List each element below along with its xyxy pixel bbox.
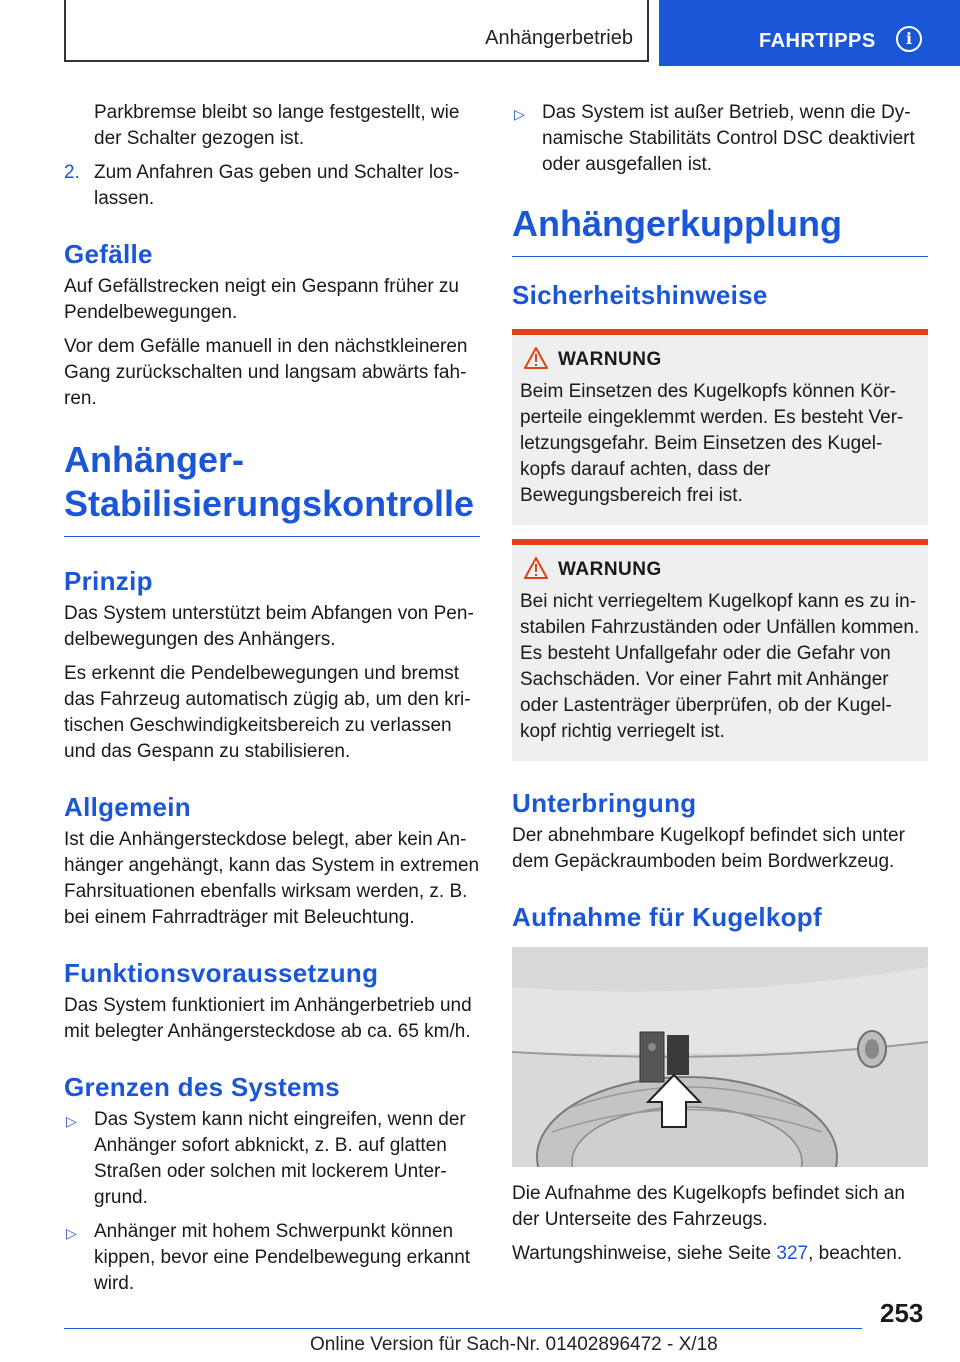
online-version-note: Online Version für Sach-Nr. 01402896472 - X/18 xyxy=(310,1334,718,1355)
list-item xyxy=(64,1107,480,1211)
tow-hitch-mount-illustration xyxy=(512,947,928,1167)
right-column xyxy=(512,100,928,1275)
warning-title xyxy=(520,349,920,371)
maintenance-note xyxy=(512,1241,928,1267)
warning-box xyxy=(512,329,928,525)
step-number: 2. xyxy=(64,162,80,183)
main-heading-stabilisierung xyxy=(64,438,480,537)
page-number: 253 xyxy=(880,1298,924,1328)
bullet-triangle-icon: ▷ xyxy=(514,106,525,122)
warning-label: WARNUNG xyxy=(558,349,662,370)
bullet-triangle-icon: ▷ xyxy=(66,1225,77,1241)
paragraph: Das System unterstützt beim Abfangen von Pendelbewegungen des Anhängers. xyxy=(64,603,474,650)
list-item-text: Anhänger mit hohem Schwerpunkt können kippen, bevor eine Pendelbewegung erkannt wird. xyxy=(94,1221,471,1294)
maintenance-prefix: Wartungshinweise, siehe Seite xyxy=(512,1243,777,1264)
heading-allgemein: Allgemein xyxy=(64,792,191,822)
heading-unterbringung: Unterbringung xyxy=(512,788,697,818)
bullet-triangle-icon: ▷ xyxy=(66,1113,77,1129)
left-column xyxy=(64,100,480,1305)
heading-funktionsvoraussetzung: Funktionsvoraussetzung xyxy=(64,958,379,988)
list-item xyxy=(512,100,928,178)
info-icon: i xyxy=(896,26,922,52)
main-heading-anhaengerkupplung: Anhängerkupplung xyxy=(512,202,928,257)
footer-divider xyxy=(64,1328,862,1329)
step-text: Zum Anfahren Gas geben und Schalter loslassen. xyxy=(94,162,460,209)
warning-label: WARNUNG xyxy=(558,559,662,580)
main-heading-line-2: Stabilisierungskontrolle xyxy=(64,483,475,524)
paragraph: Der abnehmbare Kugelkopf befindet sich unter dem Gepäckraumboden beim Bordwerkzeug. xyxy=(512,825,905,872)
step1-continuation: Parkbremse bleibt so lange festgestellt, wie der Schalter gezogen ist. xyxy=(94,102,460,149)
list-item-text: Das System ist außer Betrieb, wenn die Dynamische Stabilitäts Control DSC deaktiviert oder ausgefallen ist. xyxy=(542,102,915,175)
warning-box xyxy=(512,539,928,761)
heading-sicherheitshinweise: Sicherheitshinweise xyxy=(512,280,768,310)
step-2 xyxy=(64,160,480,212)
section-tab xyxy=(64,0,649,62)
figure-caption: Die Aufnahme des Kugelkopfs befindet sich an der Unterseite des Fahrzeugs. xyxy=(512,1183,905,1230)
heading-gefaelle: Gefälle xyxy=(64,239,153,269)
page-reference-link[interactable]: 327 xyxy=(776,1243,809,1264)
list-item xyxy=(64,1219,480,1297)
warning-triangle-icon xyxy=(524,557,548,579)
vehicle-underside-drawing xyxy=(512,947,928,1167)
maintenance-suffix: , beachten. xyxy=(808,1243,903,1264)
main-heading-line-1: Anhänger- xyxy=(64,439,244,480)
warning-triangle-icon xyxy=(524,347,548,369)
heading-prinzip: Prinzip xyxy=(64,566,153,596)
paragraph: Es erkennt die Pendelbewegungen und bremst das Fahrzeug automatisch zügig ab, um den kritischen Geschwindigkeitsbereich zu verlassen und das Gespann zu stabilisieren. xyxy=(64,663,471,762)
warning-text: Beim Einsetzen des Kugelkopfs können Körperteile eingeklemmt werden. Es besteht Verletzungsgefahr. Beim Einsetzen des Kugelkopfs darauf achten, dass der Bewegungsbereich frei ist. xyxy=(520,381,904,506)
section-title: Anhängerbetrieb xyxy=(485,27,633,49)
chapter-tab xyxy=(659,0,960,66)
paragraph: Auf Gefällstrecken neigt ein Gespann früher zu Pendelbewegungen. xyxy=(64,276,460,323)
paragraph: Ist die Anhängersteckdose belegt, aber kein Anhänger angehängt, kann das System in extremen Fahrsituationen ebenfalls wirksam werden, z. B. bei einem Fahrradträger mit Beleuchtung. xyxy=(64,829,480,928)
warning-text: Bei nicht verriegeltem Kugelkopf kann es zu instabilen Fahrzuständen oder Unfällen kommen. Es besteht Unfallgefahr oder die Gefahr von Sachschäden. Vor einer Fahrt mit Anhänger oder Lastenträger überprüfen, ob der Kugelkopf richtig verriegelt ist. xyxy=(520,591,920,742)
paragraph: Das System funktioniert im Anhängerbetrieb und mit belegter Anhängersteckdose ab ca. 65 km/h. xyxy=(64,995,472,1042)
list-item-text: Das System kann nicht eingreifen, wenn der Anhänger sofort abknickt, z. B. auf glatten Straßen oder solchen mit lockerem Untergrund. xyxy=(94,1109,466,1208)
paragraph: Vor dem Gefälle manuell in den nächstkleineren Gang zurückschalten und langsam abwärts fahren. xyxy=(64,336,468,409)
chapter-title: FAHRTIPPS xyxy=(759,30,876,52)
page-header xyxy=(0,0,960,68)
heading-grenzen: Grenzen des Systems xyxy=(64,1072,340,1102)
warning-title xyxy=(520,559,920,581)
heading-aufnahme: Aufnahme für Kugelkopf xyxy=(512,902,822,932)
